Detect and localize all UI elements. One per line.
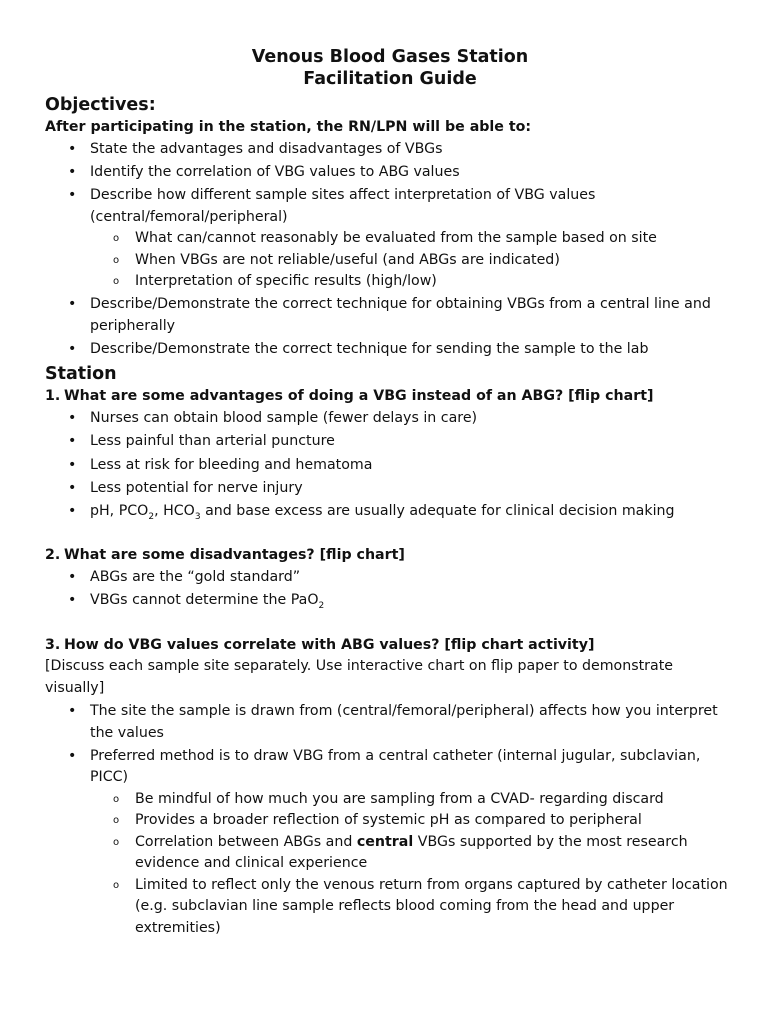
question-1-text: What are some advantages of doing a VBG instead of an ABG? [flip chart] (64, 388, 654, 405)
sub-list-item: o What can/cannot reasonably be evaluated from the sample based on site (90, 228, 735, 250)
question-2 (45, 545, 735, 567)
station-heading: Station (45, 364, 117, 385)
list-item (45, 501, 735, 523)
objectives-sublist (90, 228, 735, 293)
subscript: 2 (318, 601, 325, 612)
subscript: 3 (194, 512, 201, 522)
question-3 (45, 635, 735, 657)
question-3-text: How do VBG values correlate with ABG values? [flip chart activity] (64, 636, 595, 653)
sub-list-item: o When VBGs are not reliable/useful (and ABGs are indicated) (90, 250, 735, 272)
document-page (45, 46, 735, 941)
subscript: 2 (148, 512, 155, 522)
title-line-2: Facilitation Guide (303, 69, 477, 89)
sub-list-item: o Provides a broader reflection of systemic pH as compared to peripheral (90, 810, 735, 832)
list-item (45, 185, 735, 293)
list-item: • Less painful than arterial puncture (45, 431, 735, 453)
title-line-1: Venous Blood Gases Station (251, 47, 529, 67)
sub-list-item: o Interpretation of specific results (high/low) (90, 271, 735, 293)
list-item: • Identify the correlation of VBG values to ABG values (45, 162, 735, 184)
text-run: , HCO (154, 503, 195, 520)
objectives-intro: After participating in the station, the RN/LPN will be able to: (45, 119, 532, 135)
list-item: • Describe/Demonstrate the correct technique for sending the sample to the lab (45, 339, 735, 361)
list-item: • The site the sample is drawn from (central/femoral/peripheral) affects how you interpret the values (45, 701, 735, 744)
facilitator-note: [Discuss each sample site separately. Use interactive chart on flip paper to demonstrate visually] (45, 658, 674, 696)
text-run: pH, PCO (90, 503, 149, 520)
sub-list-item (90, 832, 735, 875)
list-item: • Describe/Demonstrate the correct technique for obtaining VBGs from a central line and peripherally (45, 294, 735, 337)
list-item (45, 590, 735, 612)
document-title (45, 46, 735, 90)
sub-list-item: o Be mindful of how much you are sampling from a CVAD- regarding discard (90, 789, 735, 811)
text-run: VBGs supported by the most research evidence and clinical experience (135, 833, 688, 872)
list-item-text: Describe how different sample sites affect interpretation of VBG values (central/femoral/peripheral) (90, 187, 596, 225)
list-item: • Less potential for nerve injury (45, 478, 735, 500)
list-item: • ABGs are the “gold standard” (45, 567, 735, 589)
question-3-number: 3. (45, 636, 61, 653)
text-run: VBGs cannot determine the PaO (90, 592, 319, 609)
central-catheter-sublist (90, 789, 735, 940)
text-run: and base excess are usually adequate for clinical decision making (200, 503, 675, 520)
list-item: • Less at risk for bleeding and hematoma (45, 455, 735, 477)
list-item (45, 746, 735, 940)
question-2-number: 2. (45, 547, 61, 564)
list-item: • State the advantages and disadvantages of VBGs (45, 139, 735, 161)
question-2-text: What are some disadvantages? [flip chart] (64, 547, 405, 564)
disadvantages-list (45, 567, 735, 612)
sub-list-item: o Limited to reflect only the venous return from organs captured by catheter location (e.g. subclavian line sample reflects blood coming from the head and upper extremities) (90, 875, 735, 940)
emphasis: central (356, 833, 414, 850)
correlation-list (45, 701, 735, 939)
objectives-list (45, 139, 735, 361)
advantages-list (45, 408, 735, 523)
list-item: • Nurses can obtain blood sample (fewer delays in care) (45, 408, 735, 430)
question-1-number: 1. (45, 388, 61, 405)
objectives-heading: Objectives: (45, 95, 156, 115)
text-run: Correlation between ABGs and (135, 833, 357, 850)
list-item-text: Preferred method is to draw VBG from a central catheter (internal jugular, subclavian, PICC) (90, 747, 701, 786)
question-1 (45, 386, 735, 408)
